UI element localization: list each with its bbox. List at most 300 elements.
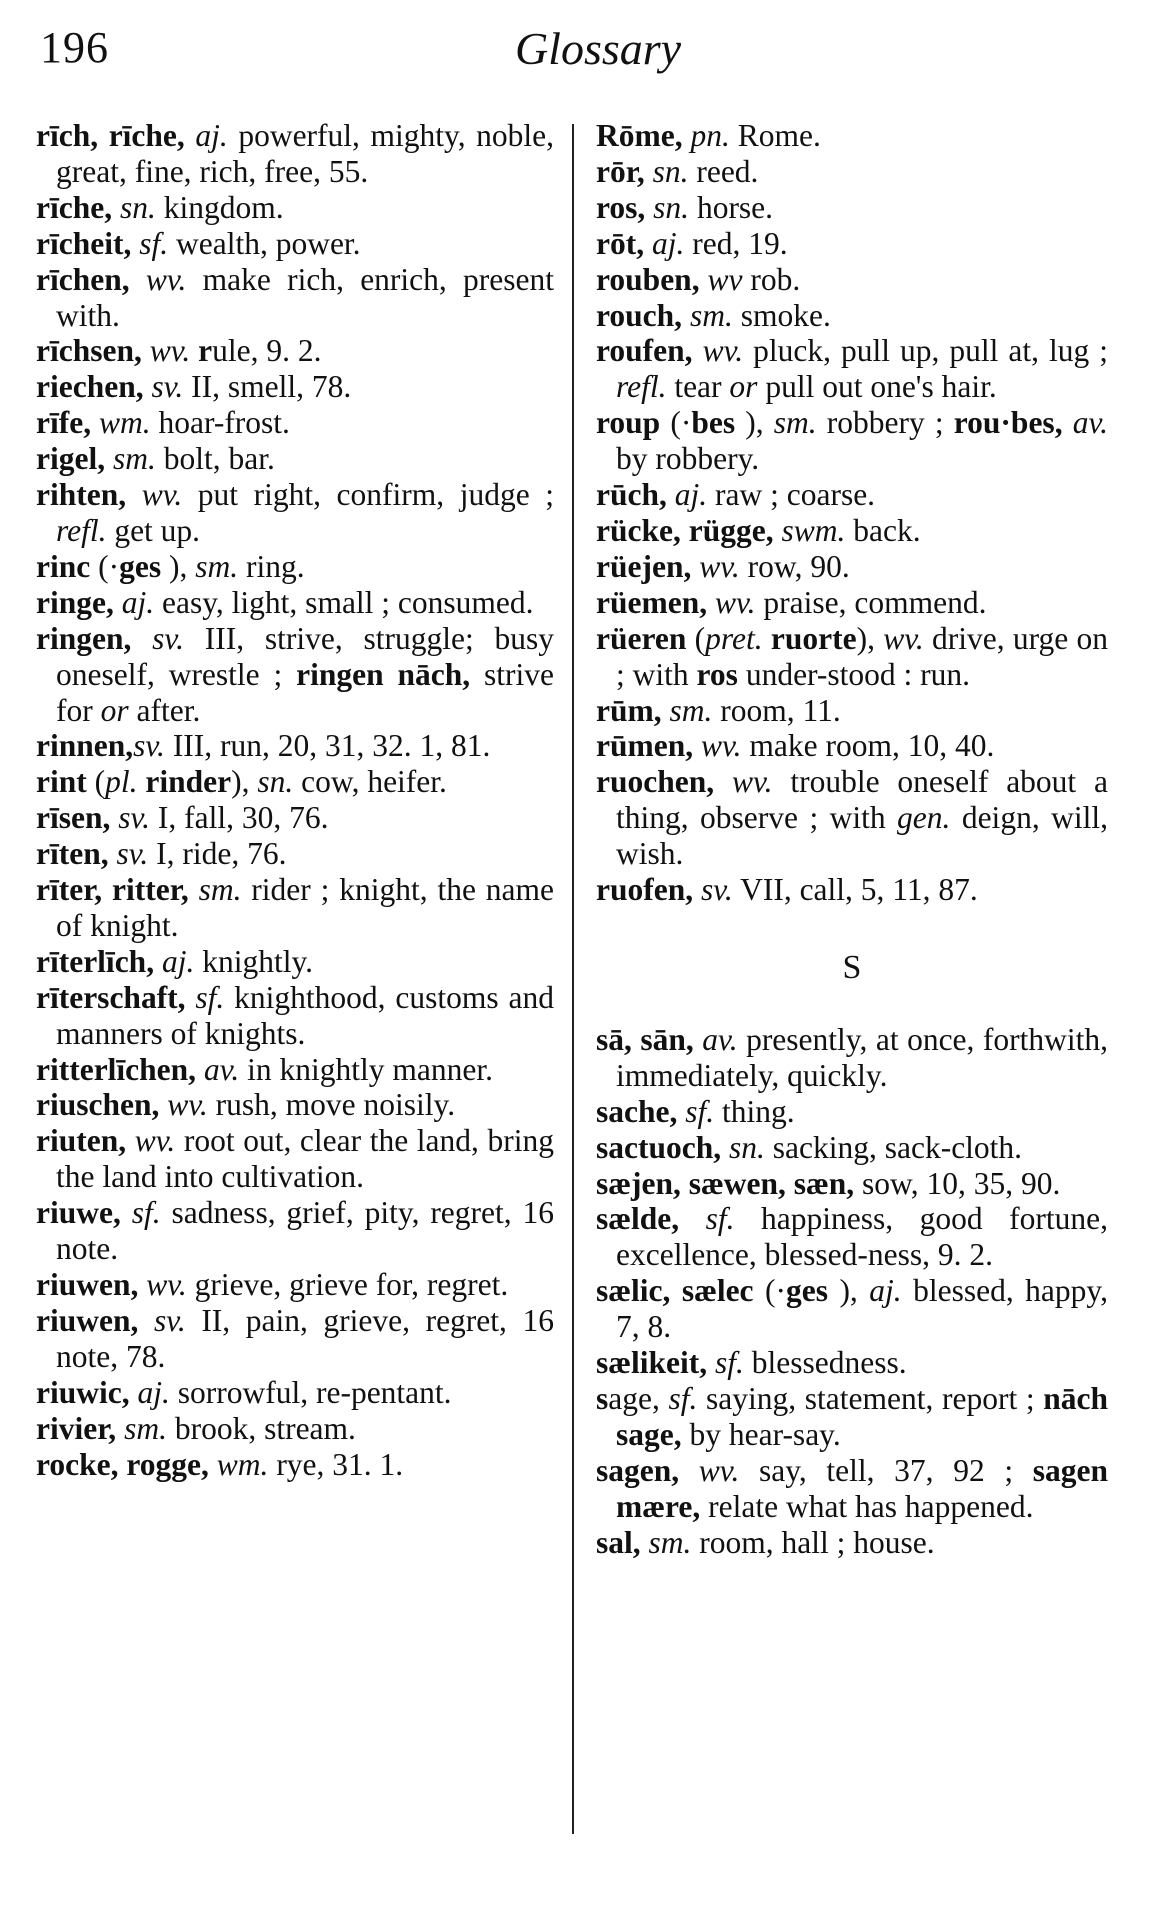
definition-text: tear — [666, 369, 730, 405]
glossary-entry — [596, 190, 1108, 226]
definition-text — [190, 333, 198, 368]
glossary-entry — [36, 1123, 554, 1195]
glossary-entry — [596, 1130, 1108, 1166]
definition-text — [714, 764, 732, 799]
headword: sā, — [596, 1021, 632, 1057]
grammar-label: wv. — [149, 333, 191, 369]
grammar-label: wv. — [714, 584, 756, 620]
definition-text: ), — [856, 620, 884, 656]
definition-text: sadness, grief, pity, regret, 16 note. — [56, 1195, 554, 1267]
grammar-label: sm. — [195, 548, 239, 584]
grammar-label: sv. — [153, 1302, 186, 1338]
headword: rigel, — [36, 441, 106, 477]
glossary-entry — [36, 190, 554, 226]
glossary-entry — [36, 944, 554, 980]
definition-text — [126, 477, 142, 512]
definition-text — [154, 944, 162, 979]
grammar-label: sn. — [257, 764, 294, 800]
headword: ringe, — [36, 584, 114, 620]
definition-text: rider ; knight, the name of knight. — [56, 872, 555, 943]
glossary-entry — [596, 585, 1108, 621]
definition-text: age, — [608, 1381, 669, 1416]
headword: rüeren — [596, 620, 687, 656]
definition-text: II, smell, 78. — [183, 369, 352, 405]
headword: rint — [36, 764, 87, 800]
grammar-label: sf. — [668, 1381, 698, 1416]
headword: rōr, — [596, 153, 645, 189]
definition-text — [114, 585, 122, 620]
glossary-entry — [36, 1303, 554, 1375]
glossary-entry — [36, 441, 554, 477]
definition-text — [693, 872, 701, 907]
headword: sælikeit, — [596, 1345, 708, 1381]
headword: rūch, — [596, 477, 667, 513]
definition-text — [186, 980, 196, 1015]
running-title: Glossary — [514, 23, 682, 74]
grammar-label: sv. — [152, 620, 184, 656]
headword: rīchsen, — [36, 333, 142, 369]
grammar-label: aj. — [869, 1273, 902, 1309]
grammar-label: sv. — [118, 800, 151, 836]
headword: rou·bes, — [953, 405, 1063, 441]
right-column-s-entries — [596, 1022, 1108, 1561]
grammar-label: wv. — [883, 620, 924, 656]
headword: rinnen, — [36, 728, 134, 764]
headword: roup — [596, 405, 661, 441]
headword: sæjen, sæwen, sæn, — [596, 1165, 855, 1201]
definition-text — [662, 693, 670, 728]
glossary-entry — [596, 549, 1108, 585]
definition-text: put right, confirm, judge ; — [182, 477, 555, 513]
glossary-entry — [36, 262, 554, 334]
definition-text: (· — [90, 548, 120, 584]
headword: rinder — [145, 764, 232, 800]
glossary-entry — [36, 585, 554, 621]
glossary-entry — [36, 1375, 554, 1411]
definition-text — [645, 154, 653, 189]
definition-text — [693, 728, 701, 763]
headword: rīcheit, — [36, 225, 132, 261]
grammar-label: sm. — [112, 441, 156, 477]
headword: ritter, — [112, 872, 189, 908]
grammar-label: sm. — [689, 297, 733, 333]
grammar-label: or — [100, 692, 129, 728]
definition-text: II, pain, grieve, regret, 16 note, 78. — [56, 1302, 554, 1374]
definition-text: trouble oneself about a thing, observe ; with — [616, 764, 1109, 836]
definition-text: grieve, grieve for, regret. — [186, 1267, 509, 1302]
grammar-label: wv. — [146, 1267, 187, 1302]
definition-text: kingdom. — [155, 189, 284, 225]
glossary-entry — [36, 728, 554, 764]
glossary-entry — [36, 333, 554, 369]
headword: ringen, — [36, 620, 132, 656]
glossary-entry — [596, 872, 1108, 908]
glossary-entry — [36, 764, 554, 800]
glossary-entry — [596, 262, 1108, 298]
grammar-label: sf. — [685, 1093, 715, 1129]
grammar-label: av. — [702, 1021, 738, 1057]
definition-text: powerful, mighty, noble, great, fine, rich, free, 55. — [56, 118, 555, 189]
definition-text: by hear-say. — [681, 1416, 841, 1452]
headword: ges — [119, 548, 162, 584]
glossary-entry — [36, 1447, 554, 1483]
definition-text: easy, light, small ; consumed. — [154, 584, 534, 620]
definition-text: rob. — [742, 261, 801, 297]
glossary-entry — [596, 1201, 1108, 1273]
grammar-label: gen. — [897, 800, 951, 836]
definition-text: III, strive, struggle; busy oneself, wrestle ; — [56, 620, 554, 692]
definition-text — [131, 621, 152, 656]
grammar-label: swm. — [781, 512, 846, 548]
grammar-label: sm. — [773, 405, 817, 441]
definition-text — [707, 1345, 715, 1380]
definition-text — [209, 1447, 217, 1482]
glossary-entry — [596, 118, 1108, 154]
headword: rīten, — [36, 836, 109, 872]
headword: rūm, — [596, 692, 662, 728]
grammar-label: sm. — [648, 1524, 692, 1560]
headword: rīche, — [36, 189, 113, 225]
headword: rīsen, — [36, 800, 111, 836]
definition-text: saying, statement, report ; — [697, 1381, 1044, 1416]
headword: rücke, rügge, — [596, 512, 774, 548]
definition-text: presently, at once, forthwith, immediately, quickly. — [616, 1021, 1109, 1093]
definition-text: thing. — [714, 1093, 795, 1129]
definition-text — [116, 1411, 124, 1446]
definition-text: back. — [845, 512, 921, 548]
glossary-entry — [36, 1411, 554, 1447]
definition-text — [91, 405, 99, 440]
definition-text: sorrowful, re-pentant. — [169, 1374, 452, 1410]
headword: rīch, — [36, 118, 99, 153]
headword: rīche, — [108, 118, 185, 153]
definition-text — [693, 333, 703, 368]
page-number: 196 — [40, 23, 109, 72]
headword: ruofen, — [596, 872, 694, 908]
glossary-entry — [596, 1022, 1108, 1094]
definition-text — [679, 1453, 699, 1488]
grammar-label: sf. — [139, 225, 169, 261]
definition-text: ), — [231, 764, 258, 800]
definition-text: brook, stream. — [166, 1410, 356, 1446]
headword: ruorte — [770, 620, 857, 656]
headword: sache, — [596, 1093, 678, 1129]
headword: rīfe, — [36, 405, 92, 441]
headword: riuwic, — [36, 1374, 130, 1410]
grammar-label: wv. — [141, 477, 183, 513]
definition-text: after. — [128, 692, 201, 728]
definition-text: I, fall, 30, 76. — [150, 800, 329, 836]
glossary-entry — [36, 226, 554, 262]
grammar-label: wv. — [698, 1452, 740, 1488]
definition-text — [102, 872, 112, 907]
definition-text: ), — [735, 405, 774, 441]
headword: rīchen, — [36, 261, 130, 297]
definition-text: raw ; coarse. — [707, 477, 876, 513]
definition-text: red, 19. — [684, 225, 788, 261]
grammar-label: sm. — [669, 692, 713, 728]
definition-text — [126, 1123, 135, 1158]
definition-text: Rome. — [729, 118, 821, 153]
grammar-label: sn. — [119, 189, 156, 225]
definition-text — [707, 585, 715, 620]
definition-text: room, 11. — [712, 692, 841, 728]
definition-text: in knightly manner. — [239, 1051, 493, 1087]
headword: rīterlīch, — [36, 943, 155, 979]
headword: ros — [696, 656, 738, 692]
definition-text: VII, call, 5, 11, 87. — [732, 872, 978, 908]
grammar-label: wv. — [167, 1087, 208, 1123]
definition-text: by robbery. — [616, 441, 760, 477]
grammar-label: sv. — [151, 369, 184, 405]
definition-text: pull out one's hair. — [757, 369, 997, 405]
glossary-entry — [596, 1381, 1108, 1453]
left-column — [36, 118, 554, 1482]
grammar-label: pret. — [705, 620, 763, 656]
definition-text — [1063, 405, 1073, 440]
headword: rouben, — [596, 261, 700, 297]
definition-text — [721, 1130, 729, 1165]
glossary-entry — [36, 1052, 554, 1088]
definition-text: praise, commend. — [755, 584, 987, 620]
right-column — [596, 118, 1108, 1561]
definition-text: III, run, 20, 31, 32. 1, 81. — [164, 728, 491, 764]
glossary-entry — [36, 621, 554, 729]
grammar-label: wm. — [98, 405, 151, 441]
grammar-label: aj. — [161, 943, 195, 979]
glossary-entry — [36, 1267, 554, 1303]
glossary-entry — [36, 369, 554, 405]
definition-text: happiness, good fortune, excellence, blessed-ness, 9. 2. — [616, 1201, 1109, 1273]
definition-text: under-stood : run. — [737, 656, 971, 692]
definition-text — [185, 118, 196, 153]
definition-text: bolt, bar. — [155, 441, 275, 477]
headword: ringen nāch, — [296, 656, 471, 692]
grammar-label: sf. — [715, 1345, 744, 1381]
definition-text: drive, urge on ; with — [616, 620, 1108, 692]
glossary-entry — [596, 1166, 1108, 1202]
grammar-label: aj. — [651, 225, 685, 261]
definition-text: horse. — [689, 189, 774, 225]
glossary-entry — [36, 980, 554, 1052]
definition-text: room, hall ; house. — [691, 1524, 935, 1560]
grammar-label: sn. — [729, 1129, 765, 1165]
definition-text: robbery ; — [816, 405, 954, 441]
glossary-entry — [36, 836, 554, 872]
glossary-entry — [36, 549, 554, 585]
definition-text: ( — [86, 764, 106, 800]
grammar-label: sn. — [652, 153, 689, 189]
section-letter: S — [842, 948, 862, 986]
definition-text — [121, 1195, 132, 1230]
grammar-label: pn. — [690, 118, 730, 153]
definition-text: smoke. — [732, 297, 831, 333]
definition-text: ), — [161, 548, 196, 584]
headword: rüemen, — [596, 584, 708, 620]
definition-text: blessed, happy, 7, 8. — [616, 1273, 1108, 1345]
grammar-label: av. — [1072, 405, 1108, 441]
headword: sælde, — [596, 1201, 680, 1237]
headword: nāch sage, — [616, 1381, 1109, 1452]
grammar-label: aj. — [121, 584, 155, 620]
definition-text: reed. — [688, 153, 759, 189]
grammar-label: sn. — [653, 189, 690, 225]
grammar-label: aj. — [674, 477, 708, 513]
definition-text: pluck, pull up, pull at, lug ; — [743, 333, 1108, 369]
grammar-label: aj. — [137, 1374, 170, 1410]
headword: rīter, — [36, 872, 103, 908]
glossary-entry — [596, 764, 1108, 872]
glossary-entry — [36, 1195, 554, 1267]
grammar-label: aj. — [195, 118, 228, 153]
headword: rōt, — [596, 225, 645, 261]
definition-text — [105, 441, 113, 476]
definition-text: rye, 31. 1. — [268, 1446, 404, 1482]
definition-text — [644, 226, 652, 261]
definition-text: knightly. — [194, 943, 314, 979]
glossary-entry — [596, 333, 1108, 405]
grammar-label: wv. — [134, 1123, 176, 1159]
definition-text — [682, 298, 690, 333]
headword: s — [596, 1381, 609, 1416]
headword: rūmen, — [596, 728, 694, 764]
grammar-label: sm. — [198, 872, 242, 908]
definition-text: (· — [753, 1273, 786, 1309]
headword: riuten, — [36, 1123, 127, 1159]
grammar-label: wv. — [701, 728, 742, 764]
headword: rinc — [36, 548, 91, 584]
glossary-entry — [596, 728, 1108, 764]
definition-text: (· — [660, 405, 692, 441]
grammar-label: wv. — [699, 548, 740, 584]
headword: riechen, — [36, 369, 144, 405]
headword: sagen mære, — [616, 1452, 1109, 1524]
definition-text — [641, 1525, 649, 1560]
definition-text: strive for — [56, 656, 554, 728]
definition-text: deign, will, wish. — [616, 800, 1108, 872]
headword: ruochen, — [596, 764, 715, 800]
glossary-entry — [596, 154, 1108, 190]
headword: riuwe, — [36, 1195, 121, 1231]
grammar-label: sv. — [116, 836, 149, 872]
definition-text: I, ride, 76. — [148, 836, 287, 872]
grammar-label: refl. — [56, 512, 107, 548]
definition-text — [142, 333, 150, 368]
definition-text: get up. — [106, 512, 201, 548]
headword: ros, — [596, 189, 646, 225]
definition-text: sow, 10, 35, 90. — [854, 1165, 1061, 1201]
headword: sactuoch, — [596, 1129, 722, 1165]
grammar-label: or — [729, 369, 758, 405]
headword: riuschen, — [36, 1087, 160, 1123]
definition-text: make rich, enrich, present with. — [56, 261, 554, 333]
headword: Rōme, — [596, 118, 683, 153]
grammar-label: av. — [203, 1051, 240, 1087]
grammar-label: sf. — [195, 979, 225, 1015]
glossary-entry — [36, 1087, 554, 1123]
grammar-label: wv. — [702, 333, 744, 369]
grammar-label: sv. — [133, 728, 165, 764]
glossary-entry — [596, 1525, 1108, 1561]
definition-text: cow, heifer. — [293, 764, 447, 800]
headword: sān, — [640, 1021, 694, 1057]
headword: ges — [785, 1273, 828, 1309]
glossary-entry — [596, 1273, 1108, 1345]
headword: roufen, — [596, 333, 693, 369]
glossary-entry — [596, 693, 1108, 729]
glossary-entry — [596, 298, 1108, 334]
definition-text: make room, 10, 40. — [741, 728, 995, 764]
definition-text: ule, 9. 2. — [212, 333, 322, 369]
headword: rocke, rogge, — [36, 1446, 209, 1482]
grammar-label: sm. — [124, 1410, 167, 1446]
headword: sagen, — [596, 1452, 680, 1488]
definition-text: sacking, sack-cloth. — [764, 1129, 1023, 1165]
headword: rihten, — [36, 477, 127, 513]
definition-text: blessedness. — [743, 1345, 907, 1381]
headword: riuwen, — [36, 1267, 139, 1302]
glossary-entry — [596, 405, 1108, 477]
headword: rivier, — [36, 1410, 117, 1446]
definition-text: hoar-frost. — [150, 405, 290, 441]
glossary-entry — [596, 621, 1108, 693]
definition-text: relate what has happened. — [700, 1488, 1034, 1524]
definition-text: ring. — [238, 548, 305, 584]
definition-text — [189, 872, 199, 907]
glossary-entry — [596, 226, 1108, 262]
definition-text: knighthood, customs and manners of knights. — [56, 979, 554, 1051]
glossary-entry — [36, 118, 554, 190]
definition-text — [763, 621, 771, 656]
glossary-entry — [36, 800, 554, 836]
headword: bes — [691, 405, 736, 441]
grammar-label: sf. — [705, 1201, 735, 1237]
definition-text — [138, 1303, 154, 1338]
glossary-entry — [596, 1094, 1108, 1130]
definition-text — [112, 190, 120, 225]
headword: r — [198, 333, 213, 369]
glossary-entry — [36, 477, 554, 549]
grammar-label: wv — [707, 261, 743, 297]
headword: sal, — [596, 1524, 641, 1560]
headword: riuwen, — [36, 1302, 139, 1338]
grammar-label: wv. — [731, 764, 773, 800]
right-column-r-entries — [596, 118, 1108, 908]
definition-text: ( — [686, 620, 706, 656]
glossary-entry — [36, 405, 554, 441]
definition-text — [130, 262, 146, 297]
grammar-label: wm. — [216, 1446, 269, 1482]
headword: rīterschaft, — [36, 979, 186, 1015]
grammar-label: pl. — [105, 764, 138, 800]
definition-text: root out, clear the land, bring the land into cultivation. — [56, 1123, 555, 1195]
definition-text — [667, 477, 675, 512]
headword: ritterlīchen, — [36, 1051, 197, 1087]
grammar-label: refl. — [616, 369, 667, 405]
column-divider — [572, 124, 574, 1834]
glossary-entry — [596, 513, 1108, 549]
definition-text: say, tell, 37, 92 ; — [739, 1452, 1033, 1488]
headword: sælic, sælec — [596, 1273, 754, 1309]
grammar-label: sv. — [701, 872, 733, 908]
definition-text: rush, move noisily. — [207, 1087, 456, 1123]
headword: rouch, — [596, 297, 683, 333]
definition-text — [645, 190, 653, 225]
definition-text: row, 90. — [739, 548, 850, 584]
definition-text — [196, 1052, 204, 1087]
definition-text: wealth, power. — [168, 225, 361, 261]
headword: rüejen, — [596, 548, 692, 584]
